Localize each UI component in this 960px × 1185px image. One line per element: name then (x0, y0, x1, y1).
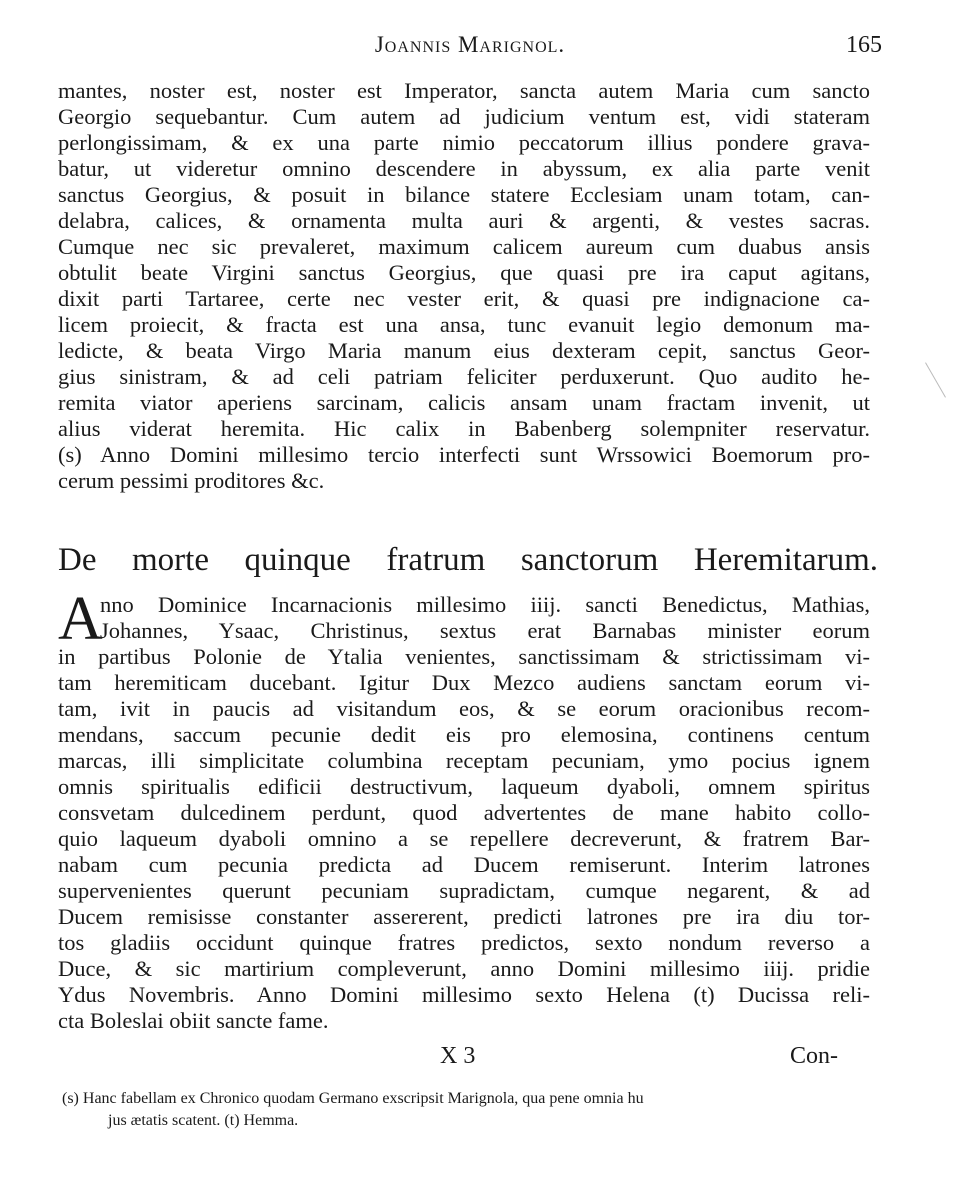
text-line: nno Dominice Incarnacionis millesimo iiij. sancti Benedictus, Mathias, (100, 592, 870, 617)
text-line: marcas, illi simplicitate columbina receptam pecuniam, ymo pocius ignem (58, 748, 870, 773)
page-number: 165 (846, 32, 882, 58)
text-line: in partibus Polonie de Ytalia venientes, sanctissimam & strictissimam vi- (58, 644, 870, 669)
text-line: Cumque nec sic prevaleret, maximum calicem aureum cum duabus ansis (58, 234, 870, 259)
section-heading: De morte quinque fratrum sanctorum Heremitarum. (58, 542, 878, 578)
text-line: Johannes, Ysaac, Christinus, sextus erat Barnabas minister eorum (100, 618, 870, 643)
text-line: consvetam dulcedinem perdunt, quod advertentes de mane habito collo- (58, 800, 870, 825)
text-line: cerum pessimi proditores &c. (58, 468, 325, 493)
text-line: Ducem remisisse constanter assererent, predicti latrones pre ira diu tor- (58, 904, 870, 929)
running-head (60, 32, 880, 68)
text-line: (s) Anno Domini millesimo tercio interfecti sunt Wrssowici Boemorum pro- (58, 442, 870, 467)
text-line: tos gladiis occidunt quinque fratres predictos, sexto nondum reverso a (58, 930, 870, 955)
text-line: dixit parti Tartaree, certe nec vester erit, & quasi pre indignacione ca- (58, 286, 870, 311)
drop-cap: A (58, 585, 103, 653)
text-line: mantes, noster est, noster est Imperator, sancta autem Maria cum sancto (58, 78, 870, 103)
signature-mark: X 3 (440, 1043, 476, 1069)
text-line: alius viderat heremita. Hic calix in Babenberg solempniter reservatur. (58, 416, 870, 441)
text-line: omnis spiritualis edificii destructivum, laqueum dyaboli, omnem spiritus (58, 774, 870, 799)
text-line: perlongissimam, & ex una parte nimio peccatorum illius pondere grava- (58, 130, 870, 155)
text-line: tam heremiticam ducebant. Igitur Dux Mezco audiens sanctam eorum vi- (58, 670, 870, 695)
text-line: Ydus Novembris. Anno Domini millesimo sexto Helena (t) Ducissa reli- (58, 982, 870, 1007)
text-line: nabam cum pecunia predicta ad Ducem remiserunt. Interim latrones (58, 852, 870, 877)
text-line: cta Boleslai obiit sancte fame. (58, 1008, 329, 1033)
text-line: Georgio sequebantur. Cum autem ad judicium ventum est, vidi stateram (58, 104, 870, 129)
text-line: delabra, calices, & ornamenta multa auri & argenti, & vestes sacras. (58, 208, 870, 233)
text-line: ledicte, & beata Virgo Maria manum eius dexteram cepit, sanctus Geor- (58, 338, 870, 363)
text-line: quio laqueum dyaboli omnino a se repellere decreverunt, & fratrem Bar- (58, 826, 870, 851)
footnote: jus ætatis scatent. (t) Hemma. (108, 1112, 299, 1129)
catchword: Con- (790, 1043, 838, 1069)
text-line: mendans, saccum pecunie dedit eis pro elemosina, continens centum (58, 722, 870, 747)
text-line: supervenientes querunt pecuniam supradictam, cumque negarent, & ad (58, 878, 870, 903)
footnote: (s) Hanc fabellam ex Chronico quodam Germano exscripsit Marignola, qua pene omnia hu (62, 1090, 644, 1107)
text-line: remita viator aperiens sarcinam, calicis ansam unam fractam invenit, ut (58, 390, 870, 415)
margin-mark (925, 362, 946, 397)
text-line: obtulit beate Virgini sanctus Georgius, que quasi pre ira caput agitans, (58, 260, 870, 285)
text-line: gius sinistram, & ad celi patriam feliciter perduxerunt. Quo audito he- (58, 364, 870, 389)
text-line: Duce, & sic martirium compleverunt, anno Domini millesimo iiij. pridie (58, 956, 870, 981)
text-line: licem proiecit, & fracta est una ansa, tunc evanuit legio demonum ma- (58, 312, 870, 337)
text-line: tam, ivit in paucis ad visitandum eos, & se eorum oracionibus recom- (58, 696, 870, 721)
running-title: Joannis Marignol. (374, 32, 566, 57)
text-line: batur, ut videretur omnino descendere in abyssum, ex alia parte venit (58, 156, 870, 181)
text-line: sanctus Georgius, & posuit in bilance statere Ecclesiam unam totam, can- (58, 182, 870, 207)
